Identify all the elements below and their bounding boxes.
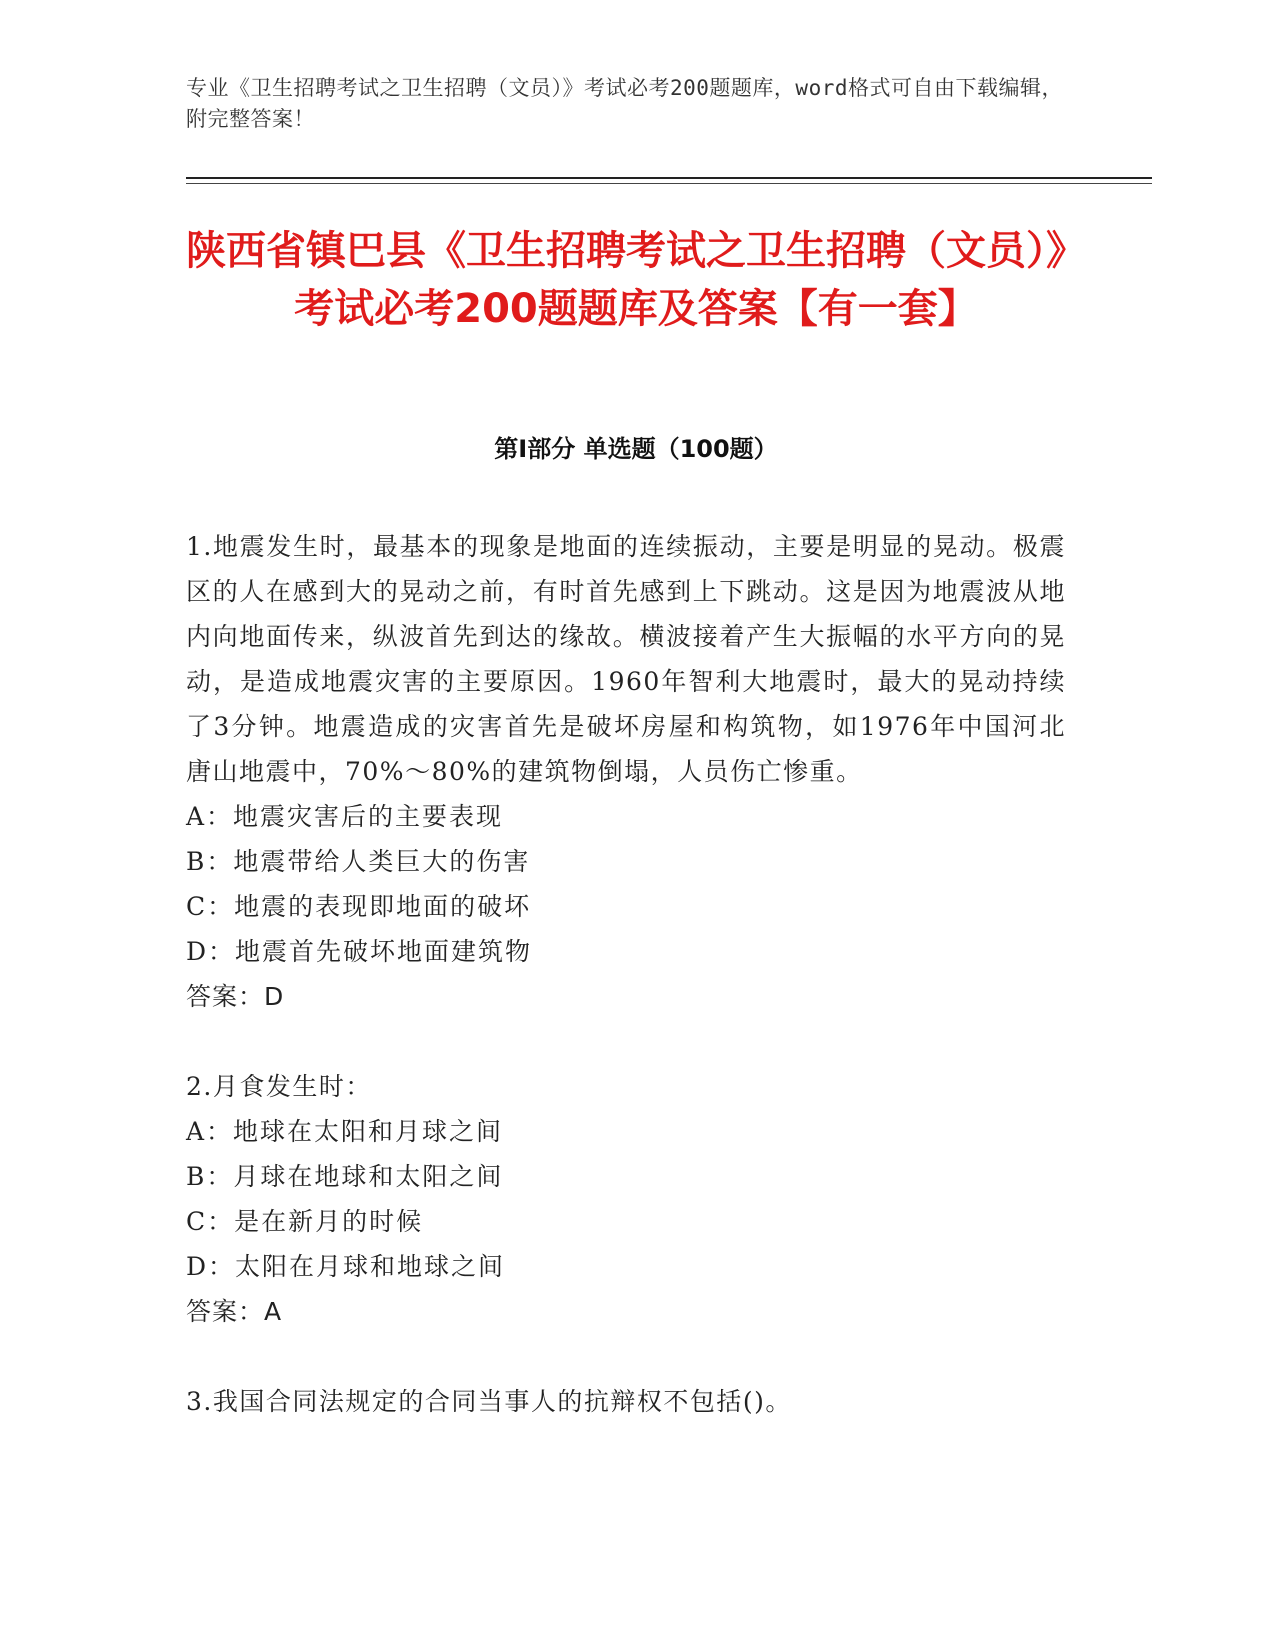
- answer: 答案：D: [186, 982, 285, 1011]
- header-rule-thin: [186, 183, 1152, 184]
- section-title: 第I部分 单选题（100题）: [494, 435, 778, 463]
- question-text: 1.地震发生时，最基本的现象是地面的连续振动，主要是明显的晃动。极震区的人在感到大的晃动之前，有时首先感到上下跳动。这是因为地震波从地内向地面传来，纵波首先到达的缘故。横波接着产生大振幅的水平方向的晃动，是造成地震灾害的主要原因。1960年智利大地震时，最大的晃动持续了3分钟。地震造成的灾害首先是破坏房屋和构筑物，如1976年中国河北唐山地震中，70%～80%的建筑物倒塌，人员伤亡惨重。: [186, 532, 1066, 786]
- option-b: B：地震带给人类巨大的伤害: [186, 847, 531, 876]
- option-a: A：地震灾害后的主要表现: [186, 802, 504, 831]
- document-title: 陕西省镇巴县《卫生招聘考试之卫生招聘（文员）》考试必考200题题库及答案【有一套】: [186, 228, 1086, 332]
- option-b: B：月球在地球和太阳之间: [186, 1162, 504, 1191]
- header-note: 专业《卫生招聘考试之卫生招聘（文员）》考试必考200题题库，word格式可自由下载编辑，附完整答案！: [186, 76, 1063, 131]
- answer: 答案：A: [186, 1297, 283, 1326]
- option-c: C：是在新月的时候: [186, 1207, 424, 1236]
- question-text: 3.我国合同法规定的合同当事人的抗辩权不包括()。: [186, 1387, 792, 1416]
- option-c: C：地震的表现即地面的破坏: [186, 892, 532, 921]
- option-a: A：地球在太阳和月球之间: [186, 1117, 504, 1146]
- question-3: [186, 1379, 1066, 1424]
- option-d: D：地震首先破坏地面建筑物: [186, 937, 533, 966]
- option-d: D：太阳在月球和地球之间: [186, 1252, 506, 1281]
- question-1: [186, 524, 1066, 1019]
- question-list: [186, 524, 1066, 1469]
- question-2: [186, 1064, 1066, 1334]
- header-rule-thick: [186, 177, 1152, 179]
- question-text: 2.月食发生时：: [186, 1072, 372, 1101]
